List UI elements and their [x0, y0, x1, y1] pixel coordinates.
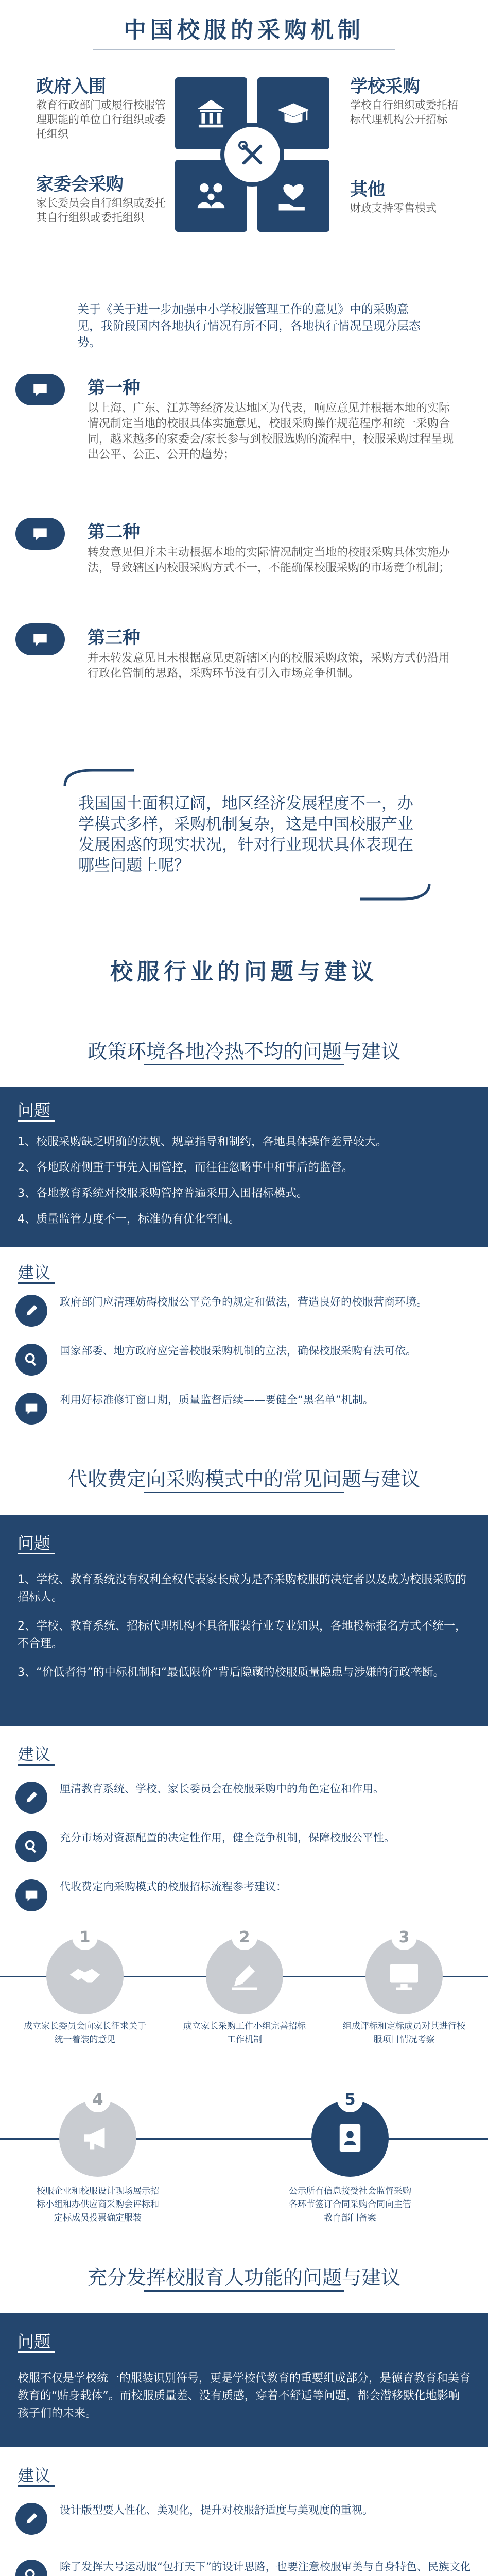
- block-3-suggestion-1: [15, 2499, 468, 2540]
- block-3-suggestion-1-text: 设计版型要人性化、美观化，提升对校服舒适度与美观度的重视。: [60, 2504, 373, 2516]
- block-1-suggestion-1: [15, 1291, 468, 1332]
- chat-bubble-icon: [31, 525, 49, 543]
- block-2-suggestion-2-text: 充分市场对资源配置的决定性作用，健全竞争机制，保障校服公平性。: [60, 1832, 395, 1844]
- block-2-heading: 代收费定向采购模式中的常见问题与建议: [67, 1468, 420, 1490]
- chat-bubble-icon: [31, 381, 49, 398]
- quadrant-desc-gov: 教育行政部门或履行校服管理职能的单位自行组织或委托组织: [36, 99, 166, 140]
- block-2-suggestion-3: [15, 1875, 468, 1917]
- block-2-suggestion-2: [15, 1826, 468, 1868]
- quadrant-desc-school: 学校自行组织或委托招标代理机构公开招标: [350, 99, 458, 126]
- block-1-problem-3: 3、各地教育系统对校服采购管控普遍采用入围招标模式。: [18, 1187, 308, 1200]
- block-1-problem-2: 2、各地政府侧重于事先入围管控，而往往忽略事中和事后的监督。: [18, 1161, 353, 1174]
- heart-hand-icon: [275, 178, 311, 214]
- search-icon: [15, 2560, 47, 2576]
- way-3-title: 第三种: [88, 628, 140, 648]
- pencil-icon: [15, 1295, 47, 1327]
- block-1-problem-rule: [18, 1120, 55, 1122]
- way-1-title: 第一种: [88, 378, 140, 398]
- block-2-problem-rule: [18, 1553, 55, 1554]
- block-2-problem-2: 2、学校、教育系统、招标代理机构不具备服装行业专业知识，各地投标报名方式不统一，不合理。: [18, 1620, 467, 1650]
- monitor-icon: [386, 1957, 423, 1994]
- chat-icon: [15, 1879, 47, 1911]
- flow-step-2-number: 2: [232, 1924, 257, 1950]
- block-1-heading-rule: [144, 1064, 344, 1065]
- title-divider: [93, 49, 395, 50]
- block-2-suggest-label: 建议: [18, 1744, 51, 1764]
- flow-step-1-number: 1: [72, 1924, 98, 1950]
- center-tools-badge: [220, 123, 284, 187]
- page-title: 中国校服的采购机制: [124, 17, 364, 43]
- flow-step-2-caption: 成立家长采购工作小组完善招标工作机制: [183, 2021, 306, 2045]
- block-2-heading-rule: [144, 1492, 344, 1493]
- contact-book-icon: [332, 2120, 369, 2157]
- block-1-suggestion-1-text: 政府部门应清理妨碍校服公平竞争的规定和做法，营造良好的校服营商环境。: [60, 1296, 427, 1308]
- flow-step-5-number: 5: [337, 2087, 363, 2112]
- flow-step-5-caption: 公示所有信息接受社会监督采购各环节签订合同采购合同向主管教育部门备案: [289, 2186, 411, 2223]
- block-1-problem-label: 问题: [18, 1100, 51, 1120]
- flow-step-4-caption: 校服企业和校服设计现场展示招标小组和办供应商采购会评标和定标成员投票确定服装: [37, 2186, 159, 2223]
- block-1-problem-1: 1、校服采购缺乏明确的法规、规章指导和制约，各地具体操作差异较大。: [18, 1136, 387, 1148]
- block-1-suggestion-3: [15, 1388, 468, 1430]
- block-1-heading: 政策环境各地冷热不均的问题与建议: [87, 1040, 400, 1063]
- procurement-diagram: [175, 77, 329, 232]
- block-3-problem-rule: [18, 2351, 55, 2353]
- block-1-suggest-label: 建议: [18, 1263, 51, 1282]
- block-3-heading-rule: [144, 2290, 344, 2292]
- quote-box: [62, 765, 432, 904]
- block-2-problem-label: 问题: [18, 1533, 51, 1553]
- block-3-suggest-label: 建议: [18, 2466, 51, 2485]
- pencil-icon: [15, 1782, 47, 1814]
- flow-step-3-number: 3: [391, 1924, 417, 1950]
- block-2-suggestion-1: [15, 1777, 468, 1819]
- block-1-suggestion-3-text: 利用好标准修订窗口期，质量监督后续——要健全“黑名单”机制。: [60, 1394, 374, 1406]
- block-2-problem-panel: [0, 1515, 488, 1726]
- way-2-text: 转发意见但并未主动根据本地的实际情况制定当地的校服采购具体实施办法，导致辖区内校服采购方式不一，不能确保校服采购的市场竞争机制；: [88, 546, 450, 574]
- chat-bubble-icon: [31, 631, 49, 648]
- block-2-suggestion-1-text: 厘清教育系统、学校、家长委员会在校服采购中的角色定位和作用。: [60, 1783, 384, 1795]
- block-3-heading: 充分发挥校服育人功能的问题与建议: [87, 2266, 400, 2289]
- megaphone-icon: [79, 2120, 116, 2157]
- quadrant-title-gov: 政府入围: [36, 76, 106, 97]
- block-1-problem-4: 4、质量监管力度不一，标准仍有优化空间。: [18, 1213, 240, 1226]
- block-3-problem-panel: [0, 2313, 488, 2447]
- flow-step-3-caption: 组成评标和定标成员对其进行校服项目情况考察: [343, 2021, 465, 2045]
- block-3-problem-1: 校服不仅是学校统一的服装识别符号，更是学校代教育的重要组成部分，是德育教育和美育教育的“贴身载体”。而校服质量差、没有质感，穿着不舒适等问题，都会潜移默化地影响孩子们的未来。: [18, 2372, 471, 2420]
- family-icon: [193, 178, 229, 214]
- block-2-problem-1: 1、学校、教育系统没有权利全权代表家长成为是否采购校服的决定者以及成为校服采购的招标人。: [18, 1573, 467, 1604]
- chat-icon: [15, 1393, 47, 1425]
- pencil-icon: [15, 2503, 47, 2535]
- block-3-suggestion-2: [15, 2555, 471, 2576]
- way-2-badge: [15, 518, 65, 550]
- quadrant-title-other: 其他: [350, 179, 385, 200]
- block-2-suggest-rule: [18, 1764, 55, 1766]
- flow-step-4-number: 4: [85, 2087, 111, 2112]
- quote-text: 我国国土面积辽阔，地区经济发展程度不一，办学模式多样，采购机制复杂，这是中国校服产业发展困惑的现实状况，针对行业现状具体表现在哪些问题上呢？: [78, 794, 413, 875]
- tools-icon: [236, 138, 269, 171]
- government-building-icon: [193, 95, 229, 131]
- block-1-suggestion-2-text: 国家部委、地方政府应完善校服采购机制的立法，确保校服采购有法可依。: [60, 1345, 416, 1357]
- way-2-title: 第二种: [88, 522, 140, 543]
- block-3-problem-label: 问题: [18, 2332, 51, 2351]
- way-3-text: 并未转发意见且未根据意见更新辖区内的校服采购政策，采购方式仍沿用行政化管制的思路，采购环节没有引入市场竞争机制。: [88, 652, 450, 680]
- block-3-suggestion-2-text: 除了发挥大号运动服“包打天下”的设计思路，也要注意校服审美与自身特色、民族文化: [60, 2561, 471, 2573]
- way-1-badge: [15, 374, 65, 405]
- section2-title: 校服行业的问题与建议: [110, 959, 378, 985]
- handshake-icon: [66, 1957, 103, 1994]
- way-1-text: 以上海、广东、江苏等经济发达地区为代表，响应意见并根据本地的实际情况制定当地的校服具体实施意见，校服采购操作规范程序和统一采购合同，越来越多的家委会/家长参与到校服选购的流程中，校服采购过程呈现出公平、公正、公开的趋势；: [88, 402, 454, 461]
- search-icon: [15, 1344, 47, 1376]
- pen-writing-icon: [226, 1957, 263, 1994]
- flow-step-1-caption: 成立家长委员会向家长征求关于统一着装的意见: [24, 2021, 146, 2045]
- block-1-suggest-rule: [18, 1282, 55, 1284]
- quadrant-title-school: 学校采购: [350, 76, 420, 97]
- quadrant-title-parents: 家委会采购: [36, 174, 124, 195]
- block-1-suggestion-2: [15, 1340, 468, 1381]
- block-3-suggest-rule: [18, 2485, 55, 2487]
- quadrant-desc-other: 财政支持零售模式: [350, 202, 437, 214]
- intro-paragraph: 关于《关于进一步加强中小学校服管理工作的意见》中的采购意见，我阶段国内各地执行情况有所不同，各地执行情况呈现分层态势。: [77, 303, 421, 349]
- quadrant-desc-parents: 家长委员会自行组织或委托其自行组织或委托组织: [36, 197, 166, 224]
- graduation-cap-icon: [275, 95, 311, 131]
- block-2-suggestion-3-text: 代收费定向采购模式的校服招标流程参考建议：: [60, 1880, 287, 1893]
- block-2-problem-3: 3、“价低者得”的中标机制和“最低限价”背后隐藏的校服质量隐患与涉嫌的行政垄断。: [18, 1666, 445, 1679]
- way-3-badge: [15, 623, 65, 655]
- search-icon: [15, 1831, 47, 1862]
- block-1-problem-panel: [0, 1087, 488, 1247]
